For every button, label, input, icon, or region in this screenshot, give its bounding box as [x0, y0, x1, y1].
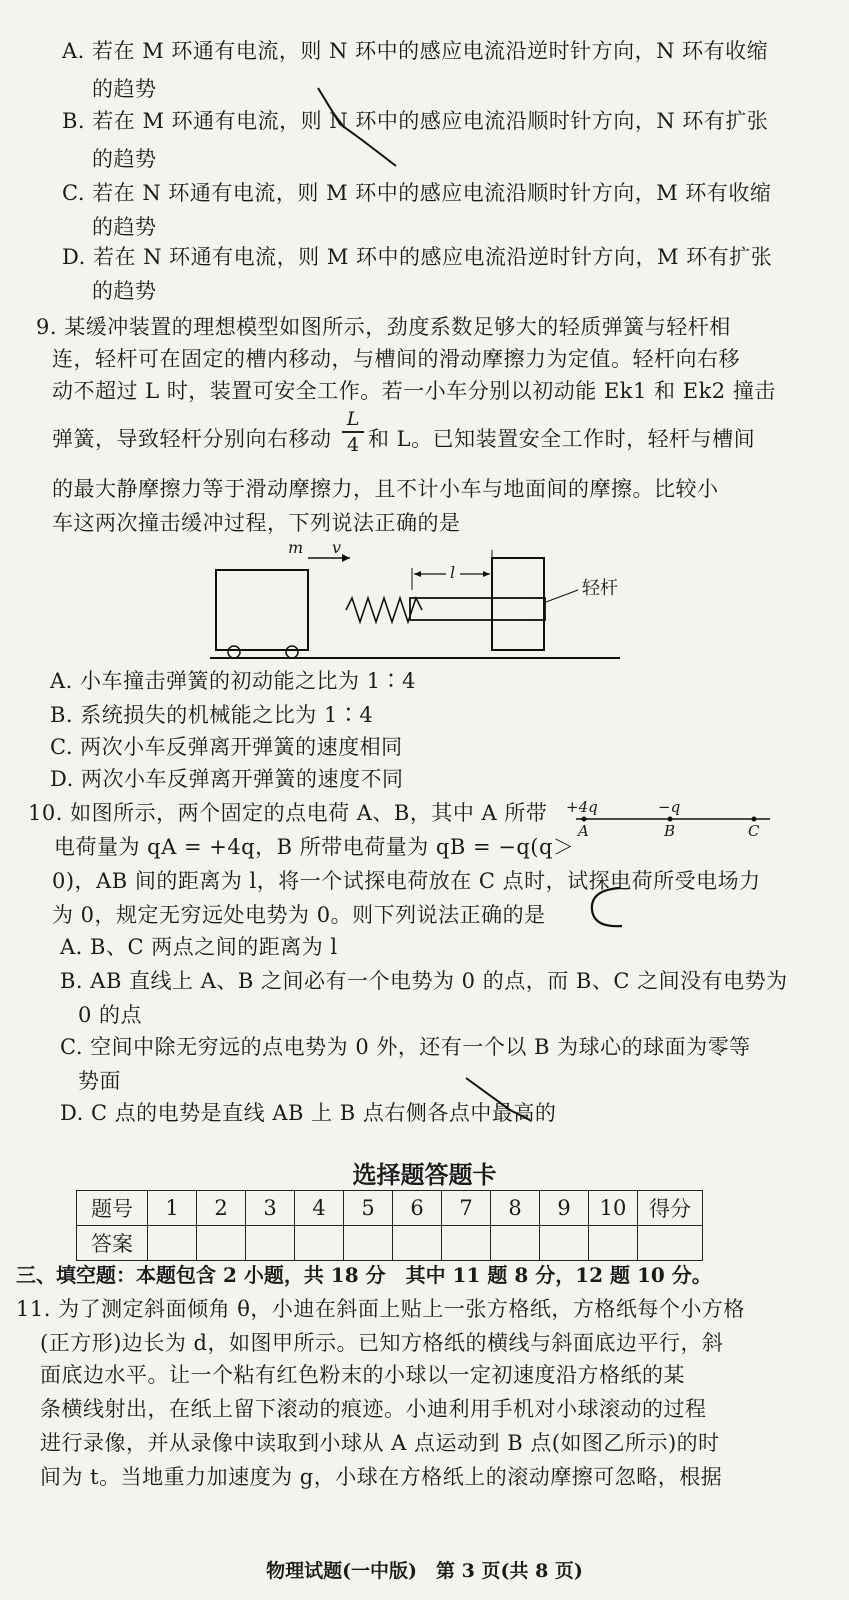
velocity-label: v [332, 538, 342, 557]
answer-label-cell: 答案 [77, 1226, 148, 1261]
cart-wheel [286, 646, 298, 658]
pen-mark [300, 80, 420, 180]
q9-stem-line2: 连，轻杆可在固定的槽内移动，与槽间的滑动摩擦力为定值。轻杆向右移 [52, 347, 740, 371]
fraction-denominator: 4 [346, 434, 360, 456]
light-rod [410, 598, 545, 620]
q10-stem-line3: 0)，AB 间的距离为 l，将一个试探电荷放在 C 点时，试探电荷所受电场力 [52, 869, 761, 893]
question-number-cell: 9 [540, 1191, 589, 1226]
q8-option-a-cont: 的趋势 [92, 77, 157, 101]
answer-card-table [76, 1190, 703, 1261]
q10-option-c-cont: 势面 [78, 1069, 121, 1093]
question-number-cell: 3 [246, 1191, 295, 1226]
question-number-cell: 4 [295, 1191, 344, 1226]
q9-stem-line6: 车这两次撞击缓冲过程，下列说法正确的是 [52, 511, 461, 535]
q11-stem-line3: 面底边水平。让一个粘有红色粉末的小球以一定初速度沿方格纸的某 [40, 1363, 685, 1387]
answer-card-title: 选择题答题卡 [352, 1161, 497, 1189]
answer-cell[interactable] [148, 1226, 197, 1261]
fixed-slot [492, 558, 544, 650]
label-b: B [664, 822, 676, 840]
charge-a-value: +4q [566, 798, 598, 816]
question-number-cell: 7 [442, 1191, 491, 1226]
question-number-cell: 2 [197, 1191, 246, 1226]
q9-stem-line4b: 和 L。已知装置安全工作时，轻杆与槽间 [368, 427, 756, 451]
table-row [77, 1191, 703, 1226]
answer-cell[interactable] [393, 1226, 442, 1261]
q9-option-b: B. 系统损失的机械能之比为 1∶4 [50, 703, 374, 727]
q11-stem-line4: 条横线射出，在纸上留下滚动的痕迹。小迪利用手机对小球滚动的过程 [40, 1397, 707, 1421]
q8-option-d: D. 若在 N 环通有电流，则 M 环中的感应电流沿逆时针方向，M 环有扩张 [62, 245, 773, 269]
q11-stem-line2: (正方形)边长为 d，如图甲所示。已知方格纸的横线与斜面底边平行，斜 [40, 1331, 724, 1355]
section3-heading: 三、填空题：本题包含 2 小题，共 18 分 其中 11 题 8 分，12 题 10 分。 [16, 1263, 712, 1287]
q10-stem-line2: 电荷量为 qA = +4q，B 所带电荷量为 qB = −q(q＞ [54, 835, 575, 859]
q9-stem-line5: 的最大静摩擦力等于滑动摩擦力，且不计小车与地面间的摩擦。比较小 [52, 477, 719, 501]
charge-a-point [582, 817, 587, 822]
label-a: A [578, 822, 589, 840]
q9-stem-line4a: 弹簧，导致轻杆分别向右移动 [52, 427, 332, 451]
q11-stem-line1: 11. 为了测定斜面倾角 θ，小迪在斜面上贴上一张方格纸，方格纸每个小方格 [16, 1297, 745, 1321]
header-label-cell: 题号 [77, 1191, 148, 1226]
length-label: l [450, 563, 456, 582]
rod-label: 轻杆 [582, 578, 618, 599]
answer-cell[interactable] [442, 1226, 491, 1261]
q8-option-c: C. 若在 N 环通有电流，则 M 环中的感应电流沿顺时针方向，M 环有收缩 [62, 181, 772, 205]
q10-option-b: B. AB 直线上 A、B 之间必有一个电势为 0 的点，而 B、C 之间没有电势为 [60, 969, 788, 993]
q8-option-c-cont: 的趋势 [92, 215, 157, 239]
question-number-cell: 8 [491, 1191, 540, 1226]
q9-stem-line1: 9. 某缓冲装置的理想模型如图所示，劲度系数足够大的轻质弹簧与轻杆相 [36, 315, 731, 339]
q8-option-a: A. 若在 M 环通有电流，则 N 环中的感应电流沿逆时针方向，N 环有收缩 [62, 39, 769, 63]
page-footer: 物理试题(一中版) 第 3 页(共 8 页) [266, 1560, 583, 1582]
fraction-numerator: L [346, 408, 360, 430]
pen-mark [580, 880, 640, 940]
question-number-cell: 6 [393, 1191, 442, 1226]
q11-stem-line5: 进行录像，并从录像中读取到小球从 A 点运动到 B 点(如图乙所示)的时 [40, 1431, 720, 1455]
fraction-bar [342, 431, 364, 433]
q9-option-c: C. 两次小车反弹离开弹簧的速度相同 [50, 735, 403, 759]
q10-option-c: C. 空间中除无穷远的点电势为 0 外，还有一个以 B 为球心的球面为零等 [60, 1035, 751, 1059]
q9-option-d: D. 两次小车反弹离开弹簧的速度不同 [50, 767, 404, 791]
cart-body [216, 570, 308, 650]
label-c: C [748, 822, 760, 840]
cart-wheel [228, 646, 240, 658]
answer-cell[interactable] [246, 1226, 295, 1261]
answer-cell[interactable] [344, 1226, 393, 1261]
question-number-cell: 1 [148, 1191, 197, 1226]
question-number-cell: 10 [589, 1191, 638, 1226]
q9-stem-line3: 动不超过 L 时，装置可安全工作。若一小车分别以初动能 Ek1 和 Ek2 撞击 [52, 379, 776, 403]
q10-stem-line4: 为 0，规定无穷远处电势为 0。则下列说法正确的是 [52, 903, 546, 927]
q9-option-a: A. 小车撞击弹簧的初动能之比为 1∶4 [50, 669, 416, 693]
answer-cell[interactable] [295, 1226, 344, 1261]
answer-cell[interactable] [197, 1226, 246, 1261]
q10-option-b-cont: 0 的点 [78, 1003, 143, 1027]
score-label-cell: 得分 [638, 1191, 703, 1226]
answer-cell[interactable] [540, 1226, 589, 1261]
buffer-device-diagram [200, 530, 630, 670]
q8-option-b-cont: 的趋势 [92, 147, 157, 171]
table-row [77, 1226, 703, 1261]
q10-stem-line1: 10. 如图所示，两个固定的点电荷 A、B，其中 A 所带 [28, 801, 548, 825]
score-cell[interactable] [638, 1226, 703, 1261]
point-c [752, 817, 757, 822]
q11-stem-line6: 间为 t。当地重力加速度为 g，小球在方格纸上的滚动摩擦可忽略，根据 [40, 1465, 723, 1489]
q10-option-d: D. C 点的电势是直线 AB 上 B 点右侧各点中最高的 [60, 1101, 557, 1125]
answer-cell[interactable] [491, 1226, 540, 1261]
q10-option-a: A. B、C 两点之间的距离为 l [60, 935, 338, 959]
answer-cell[interactable] [589, 1226, 638, 1261]
question-number-cell: 5 [344, 1191, 393, 1226]
mass-label: m [288, 538, 304, 557]
charge-b-value: −q [658, 798, 681, 816]
q8-option-b: B. 若在 M 环通有电流，则 N 环中的感应电流沿顺时针方向，N 环有扩张 [62, 109, 769, 133]
charge-b-point [668, 817, 673, 822]
q8-option-d-cont: 的趋势 [92, 279, 157, 303]
pen-mark [460, 1070, 540, 1130]
